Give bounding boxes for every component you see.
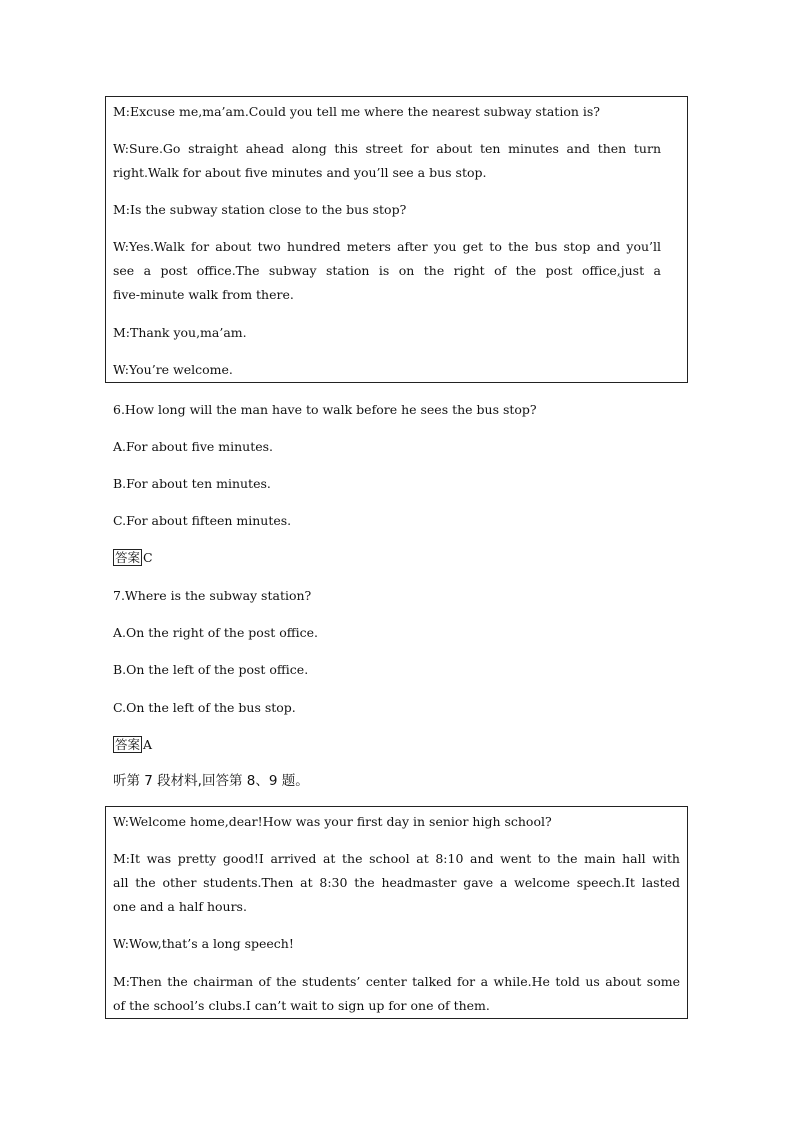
q7-option-b: B.On the left of the post office. <box>113 662 309 677</box>
q6-option-c: C.For about fifteen minutes. <box>113 513 292 528</box>
dialogue1-line: W:Yes.Walk for about two hundred meters after you get to the bus stop and you’ll <box>113 239 661 254</box>
q7-option-a: A.On the right of the post office. <box>113 625 319 640</box>
q6-option-a: A.For about five minutes. <box>113 439 274 454</box>
dialogue2-line: all the other students.Then at 8:30 the headmaster gave a welcome speech.It lasted <box>113 875 680 890</box>
dialogue1-line: see a post office.The subway station is on the right of the post office,just a <box>113 263 661 278</box>
q7-answer <box>113 736 152 753</box>
question-6: 6.How long will the man have to walk before he sees the bus stop? <box>113 402 537 417</box>
answer-value: C <box>143 550 153 565</box>
answer-badge: 答案 <box>115 737 141 752</box>
section-intro: 听第 7 段材料,回答第 8、9 题。 <box>113 773 309 789</box>
dialogue2-line: W:Wow,that’s a long speech! <box>113 936 294 951</box>
dialogue1-line: M:Is the subway station close to the bus stop? <box>113 202 407 217</box>
dialogue1-line: W:You’re welcome. <box>113 362 233 377</box>
dialogue1-line: M:Thank you,ma’am. <box>113 325 247 340</box>
q6-option-b: B.For about ten minutes. <box>113 476 271 491</box>
dialogue2-line: M:It was pretty good!I arrived at the school at 8:10 and went to the main hall with <box>113 851 680 866</box>
q7-option-c: C.On the left of the bus stop. <box>113 700 296 715</box>
dialogue2-line: one and a half hours. <box>113 899 247 914</box>
dialogue2-line: of the school’s clubs.I can’t wait to sign up for one of them. <box>113 998 490 1013</box>
dialogue1-line: right.Walk for about five minutes and you’ll see a bus stop. <box>113 165 487 180</box>
question-7: 7.Where is the subway station? <box>113 588 312 603</box>
dialogue1-line: five-minute walk from there. <box>113 287 294 302</box>
answer-value: A <box>143 737 153 752</box>
answer-badge: 答案 <box>115 550 141 565</box>
dialogue1-line: W:Sure.Go straight ahead along this street for about ten minutes and then turn <box>113 141 661 156</box>
dialogue1-line: M:Excuse me,ma’am.Could you tell me where the nearest subway station is? <box>113 104 600 119</box>
dialogue2-line: M:Then the chairman of the students’ center talked for a while.He told us about some <box>113 974 680 989</box>
dialogue2-line: W:Welcome home,dear!How was your first day in senior high school? <box>113 814 552 829</box>
q6-answer <box>113 549 153 566</box>
